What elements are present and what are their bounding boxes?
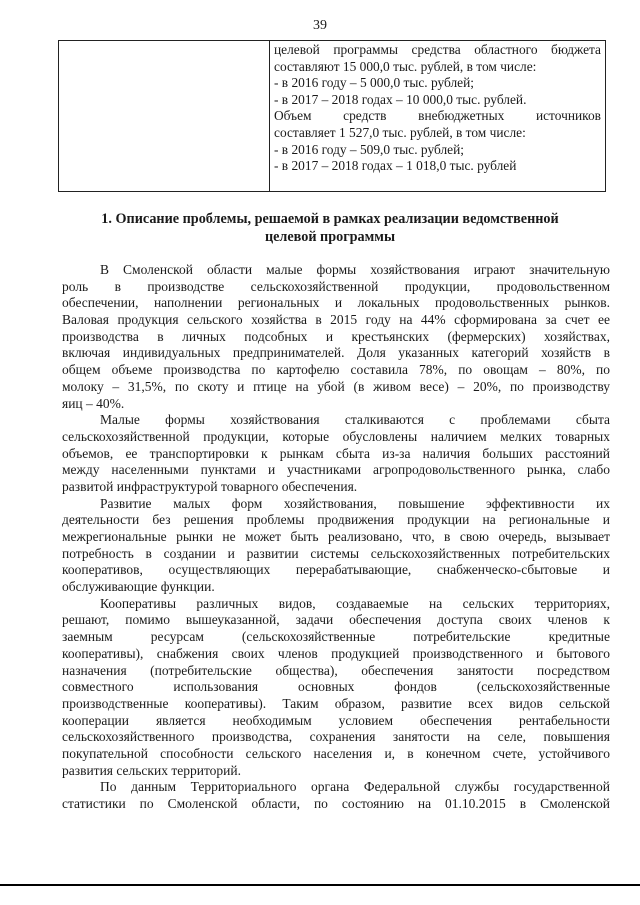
- table-line: - в 2016 году – 5 000,0 тыс. рублей;: [274, 75, 475, 91]
- table-line: - в 2017 – 2018 годах – 1 018,0 тыс. рублей: [274, 158, 517, 174]
- text-line: деятельности без решения проблемы продвижения продукции на региональные и: [62, 512, 610, 528]
- text-line: статистики по Смоленской области, по состоянию на 01.10.2015 в Смоленской: [62, 796, 610, 811]
- text-line: объемов, ее транспортировки к рынкам сбыта из-за наличия больших расстояний: [62, 445, 610, 461]
- text-line: заемным ресурсам (сельскохозяйственные потребительские кредитные: [62, 629, 610, 645]
- text-line: покупательной способности сельского населения и, в конечном счете, устойчивого: [62, 745, 610, 761]
- table-line: - в 2017 – 2018 годах – 10 000,0 тыс. рублей.: [274, 91, 527, 107]
- text-line: производственные кооперативы). Таким образом, развитие всех видов сельской: [62, 695, 610, 711]
- text-line: совместного использования основных фондов (сельскохозяйственные: [62, 679, 610, 695]
- section-title-line: целевой программы: [264, 228, 396, 245]
- text-line: сельскохозяйственного производства, сохранения занятости на селе, повышения: [62, 729, 610, 745]
- text-line: производства в личных подсобных и крестьянских (фермерских) хозяйствах,: [62, 328, 610, 344]
- text-line: развития сельских территорий.: [62, 762, 241, 778]
- text-line: между населенными пунктами и участниками агропродовольственного рынка, слабо: [62, 462, 610, 478]
- text-line: развитой инфраструктурой товарного обеспечения.: [62, 478, 358, 494]
- text-line: потребность в создании и развитии системы сельскохозяйственных потребительских: [62, 545, 610, 561]
- table-line: составляют 15 000,0 тыс. рублей, в том числе:: [274, 58, 537, 74]
- text-line: Кооперативы различных видов, создаваемые на сельских территориях,: [100, 595, 610, 611]
- text-line: обслуживающие функции.: [62, 579, 215, 595]
- text-line: включая индивидуальных предпринимателей. Доля указанных категорий хозяйств в: [62, 345, 610, 361]
- page-number: 39: [313, 18, 327, 33]
- text-line: Развитие малых форм хозяйствования, повышение эффективности их: [100, 495, 610, 511]
- text-line: Валовая продукция сельского хозяйства в 2015 году на 44% сформирована за счет ее: [62, 312, 610, 328]
- section-title-line: 1. Описание проблемы, решаемой в рамках реализации ведомственной: [101, 211, 559, 227]
- text-line: назначения (потребительские общества), обеспечения занятости посредством: [62, 662, 610, 678]
- table-line: Объем средств внебюджетных источников: [274, 108, 601, 124]
- text-line: яиц – 40%.: [62, 395, 125, 411]
- text-line: кооперации является необходимым условием обеспечения рентабельности: [62, 712, 610, 728]
- body-text: [62, 262, 610, 813]
- text-line: По данным Территориального органа Федеральной службы государственной: [100, 779, 610, 795]
- text-line: решают, помимо вышеуказанной, задачи обеспечения доступа своих членов к: [62, 612, 610, 628]
- table-line: - в 2016 году – 509,0 тыс. рублей;: [274, 141, 464, 157]
- table-line: целевой программы средства областного бюджета: [274, 42, 601, 57]
- table-left-cell: [59, 41, 270, 192]
- text-line: молоку – 31,5%, по скоту и птице на убой (в живом весе) – 20%, по производству: [62, 378, 610, 394]
- text-line: обеспечении, наполнении региональных и локальных продовольственных рынков.: [62, 295, 610, 311]
- text-line: В Смоленской области малые формы хозяйствования играют значительную: [100, 262, 610, 277]
- text-line: кооперативы), снабжения своих членов продукцией производственного и бытового: [62, 645, 610, 661]
- page-bottom-rule: [0, 884, 640, 886]
- text-line: сельскохозяйственной продукции, которые обусловлены наличием мелких товарных: [62, 428, 610, 444]
- text-line: роль в производстве сельскохозяйственной продукции, продовольственном: [62, 278, 610, 294]
- section-title: [60, 211, 600, 246]
- text-line: межрегиональные рынки не может быть реализовано, что, в свою очередь, вызывает: [62, 529, 610, 544]
- table-line: составляет 1 527,0 тыс. рублей, в том числе:: [274, 124, 526, 140]
- table-right-cell: [270, 41, 606, 192]
- text-line: Малые формы хозяйствования сталкиваются с проблемами сбыта: [100, 412, 610, 428]
- text-line: общем объеме производства по картофелю составила 78%, по овощам – 80%, по: [62, 362, 610, 378]
- budget-table: [58, 40, 606, 192]
- text-line: кооперативов, осуществляющих перерабатывающие, снабженческо-сбытовые и: [62, 562, 610, 578]
